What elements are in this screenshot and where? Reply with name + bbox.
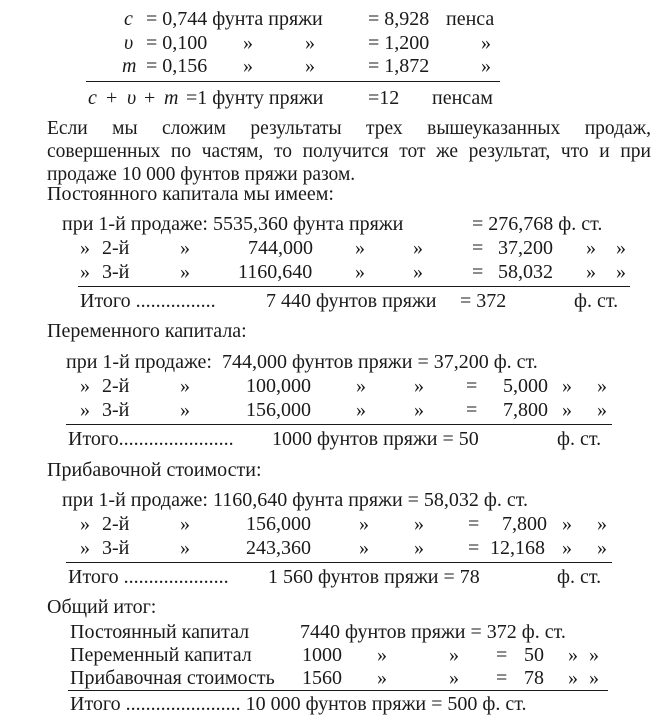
var-row2-q5: » — [562, 375, 572, 397]
sur-row2-eq: = — [468, 513, 480, 535]
var-row2-eq: = — [466, 375, 478, 397]
grand-row1-label: Постоянный капитал — [70, 621, 250, 643]
const-row2-eq: = — [472, 237, 484, 259]
const-row2-num: 744,000 — [248, 237, 313, 259]
calc-c-eq: = 0,744 фунта пряжи — [146, 8, 323, 30]
var-row3-q4: » — [414, 399, 424, 421]
section-heading-constant: Постоянного капитала мы имеем: — [47, 183, 334, 205]
var-row3-q6: » — [597, 399, 607, 421]
calc-c-unit: пенса — [446, 8, 495, 30]
const-row3-q6: » — [616, 261, 626, 283]
sum-eq: =1 фунту пряжи — [186, 87, 324, 109]
const-rule — [78, 286, 630, 287]
sur-row2-q6: » — [597, 513, 607, 535]
var-row3-q: » — [80, 399, 90, 421]
sur-row3-q4: » — [414, 537, 424, 559]
sur-row2-q5: » — [562, 513, 572, 535]
var-row2-q: » — [80, 375, 90, 397]
calc-rule — [86, 81, 500, 82]
const-row1-left: при 1-й продаже: 5535,360 фунта пряжи — [62, 213, 404, 235]
var-row2-num: 100,000 — [246, 375, 311, 397]
const-total-mid: 7 440 фунтов пряжи — [266, 290, 437, 312]
grand-row3-q1: » — [377, 667, 387, 689]
sur-row2-ord: 2-й — [102, 513, 130, 535]
var-row2-q3: » — [356, 375, 366, 397]
var-v: υ — [124, 32, 134, 54]
var-total-mid: 1000 фунтов пряжи = 50 — [272, 428, 479, 450]
const-row2-val: 37,200 — [498, 237, 553, 259]
sur-row2-q4: » — [414, 513, 424, 535]
const-row3-q4: » — [413, 261, 423, 283]
var-total-unit: ф. ст. — [557, 428, 602, 450]
const-row2-ord: 2-й — [102, 237, 130, 259]
grand-row1-num: 7440 фунтов пряжи = 372 ф. ст. — [300, 621, 566, 643]
grand-row3-q2: » — [449, 667, 459, 689]
sur-total-unit: ф. ст. — [557, 566, 602, 588]
grand-row2-q3: » — [568, 644, 578, 666]
const-row3-num: 1160,640 — [238, 261, 313, 283]
grand-row3-q4: » — [589, 667, 599, 689]
var-row3-val: 7,800 — [503, 399, 548, 421]
sur-row3-q: » — [80, 537, 90, 559]
body-paragraph: Если мы сложим результаты трех вышеуказанных продаж, совершенных по частям, то получится тот же результат, что и при продаже 10 000 фунтов пряжи разом. — [47, 118, 651, 185]
section-heading-surplus: Прибавочной стоимости: — [47, 459, 262, 481]
sur-row3-q6: » — [597, 537, 607, 559]
const-row1-right: = 276,768 ф. ст. — [472, 213, 603, 235]
var-row2-q2: » — [180, 375, 190, 397]
calc-v-unit: » — [481, 32, 491, 54]
grand-row2-q2: » — [449, 644, 459, 666]
sur-row3-q5: » — [562, 537, 572, 559]
calc-c-eq2: = 8,928 — [368, 8, 430, 30]
grand-rule — [68, 690, 608, 691]
sur-row3-q3: » — [359, 537, 369, 559]
sum-c: c — [88, 87, 97, 109]
var-row3-q5: » — [562, 399, 572, 421]
const-row3-ord: 3-й — [102, 261, 130, 283]
sum-eq2: =12 — [368, 87, 400, 109]
const-row2-q4: » — [413, 237, 423, 259]
calc-m-eq: = 0,156 — [146, 55, 208, 77]
const-row3-q3: » — [355, 261, 365, 283]
const-row2-q2: » — [180, 237, 190, 259]
calc-m-unit: » — [481, 55, 491, 77]
var-total-label: Итого....................... — [68, 428, 234, 450]
const-row3-eq: = — [472, 261, 484, 283]
var-rule — [66, 424, 612, 425]
grand-row2-label: Переменный капитал — [70, 644, 252, 666]
sur-row2-q: » — [80, 513, 90, 535]
grand-row2-q4: » — [589, 644, 599, 666]
sur-rule — [66, 562, 612, 563]
sum-v: υ — [127, 87, 137, 109]
sur-row3-ord: 3-й — [102, 537, 130, 559]
sur-row1: при 1-й продаже: 1160,640 фунта пряжи = 58,032 ф. ст. — [62, 489, 528, 511]
calc-v-eq: = 0,100 — [146, 32, 208, 54]
sum-plus1: + — [106, 87, 118, 109]
const-total-unit: ф. ст. — [574, 290, 619, 312]
sur-row2-q2: » — [180, 513, 190, 535]
const-row2-q5: » — [586, 237, 596, 259]
const-row3-val: 58,032 — [498, 261, 553, 283]
const-row3-q5: » — [586, 261, 596, 283]
sur-total-label: Итого ..................... — [68, 566, 229, 588]
var-row2-val: 5,000 — [503, 375, 548, 397]
var-row3-ord: 3-й — [102, 399, 130, 421]
var-row2-q4: » — [414, 375, 424, 397]
var-row3-q3: » — [356, 399, 366, 421]
var-row2-q6: » — [597, 375, 607, 397]
calc-v-q2: » — [305, 32, 315, 54]
const-row3-q: » — [80, 261, 90, 283]
sum-m: m — [164, 87, 179, 109]
const-total-label: Итого ................ — [80, 290, 216, 312]
calc-v-q1: » — [243, 32, 253, 54]
sum-unit: пенсам — [432, 87, 493, 109]
grand-total: Итого ....................... 10 000 фунтов пряжи = 500 ф. ст. — [70, 693, 527, 715]
var-c: c — [124, 8, 133, 30]
grand-heading: Общий итог: — [47, 596, 157, 618]
var-row3-q2: » — [180, 399, 190, 421]
grand-row3-num: 1560 — [302, 667, 342, 689]
const-row2-q3: » — [355, 237, 365, 259]
var-row1: при 1-й продаже: 744,000 фунтов пряжи = 37,200 ф. ст. — [66, 351, 538, 373]
grand-row2-q1: » — [377, 644, 387, 666]
var-row3-num: 156,000 — [246, 399, 311, 421]
grand-row2-num: 1000 — [302, 644, 342, 666]
sur-row2-val: 7,800 — [502, 513, 547, 535]
const-row2-q6: » — [616, 237, 626, 259]
sur-total-mid: 1 560 фунтов пряжи = 78 — [268, 566, 480, 588]
sur-row2-q3: » — [359, 513, 369, 535]
const-row2-q: » — [80, 237, 90, 259]
var-row3-eq: = — [466, 399, 478, 421]
calc-m-q1: » — [243, 55, 253, 77]
grand-row3-eq: = — [496, 667, 508, 689]
calc-m-eq2: = 1,872 — [368, 55, 430, 77]
sur-row3-val: 12,168 — [490, 537, 545, 559]
calc-v-eq2: = 1,200 — [368, 32, 430, 54]
var-m: m — [122, 55, 137, 77]
section-heading-variable: Переменного капитала: — [47, 320, 247, 342]
grand-row2-val: 50 — [524, 644, 544, 666]
grand-row3-label: Прибавочная стоимость — [70, 667, 275, 689]
calc-m-q2: » — [305, 55, 315, 77]
sur-row3-q2: » — [180, 537, 190, 559]
grand-row3-q3: » — [568, 667, 578, 689]
const-total-eq: = 372 — [460, 290, 507, 312]
sur-row3-eq: = — [468, 537, 480, 559]
grand-row2-eq: = — [496, 644, 508, 666]
var-row2-ord: 2-й — [102, 375, 130, 397]
sur-row3-num: 243,360 — [246, 537, 311, 559]
sum-plus2: + — [144, 87, 156, 109]
sur-row2-num: 156,000 — [246, 513, 311, 535]
const-row3-q2: » — [180, 261, 190, 283]
grand-row3-val: 78 — [524, 667, 544, 689]
